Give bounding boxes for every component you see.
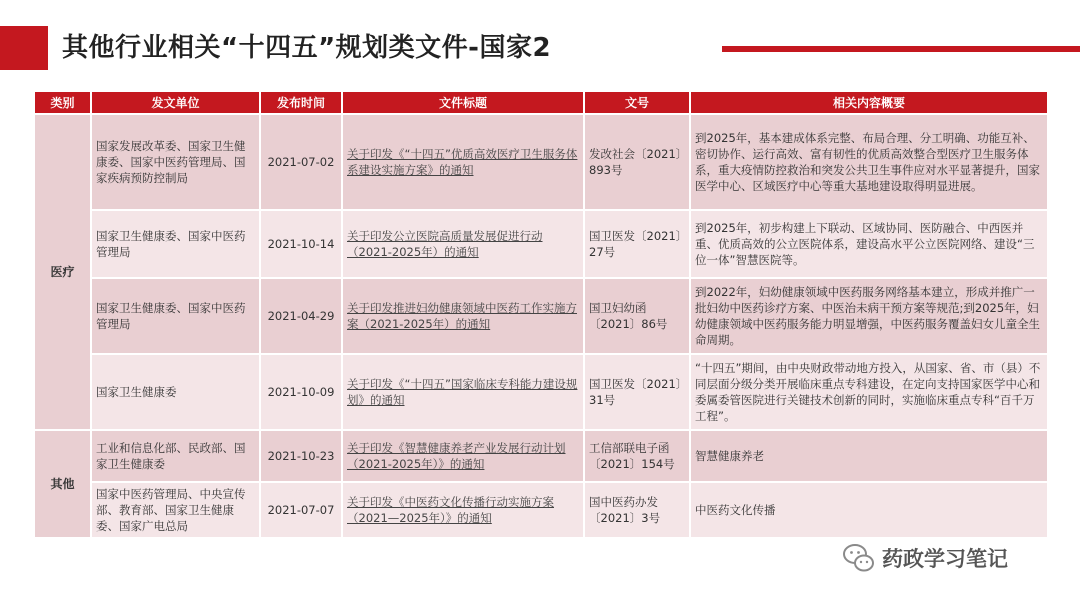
issuer-cell: 国家发展改革委、国家卫生健康委、国家中医药管理局、国家疾病预防控制局 xyxy=(92,115,259,209)
date-cell: 2021-10-09 xyxy=(261,355,341,429)
issuer-cell: 国家卫生健康委、国家中医药管理局 xyxy=(92,211,259,277)
table-header-row xyxy=(35,92,1047,113)
title-link[interactable]: 关于印发《智慧健康养老产业发展行动计划（2021-2025年）》的通知 xyxy=(343,431,583,481)
header-doc-no: 文号 xyxy=(585,92,689,113)
summary-cell: 智慧健康养老 xyxy=(691,431,1047,481)
issuer-cell: 国家卫生健康委、国家中医药管理局 xyxy=(92,279,259,353)
title-accent-bar-left xyxy=(0,26,48,70)
table-row xyxy=(35,431,1047,481)
summary-cell: “十四五”期间，由中央财政带动地方投入，从国家、省、市（县）不同层面分级分类开展临床重点专科建设，在定向支持国家医学中心和委属委管医院进行关键技术创新的同时，实施临床重点专科“百千万工程”。 xyxy=(691,355,1047,429)
document-table xyxy=(33,90,1049,539)
title-link[interactable]: 关于印发《“十四五”国家临床专科能力建设规划》的通知 xyxy=(343,355,583,429)
doc-no-cell: 工信部联电子函〔2021〕154号 xyxy=(585,431,689,481)
date-cell: 2021-07-02 xyxy=(261,115,341,209)
header-date: 发布时间 xyxy=(261,92,341,113)
table-row xyxy=(35,279,1047,353)
doc-no-cell: 国卫医发〔2021〕27号 xyxy=(585,211,689,277)
document-table-wrapper xyxy=(33,90,1047,539)
title-link[interactable]: 关于印发《“十四五”优质高效医疗卫生服务体系建设实施方案》的通知 xyxy=(343,115,583,209)
summary-cell: 中医药文化传播 xyxy=(691,483,1047,537)
date-cell: 2021-10-23 xyxy=(261,431,341,481)
page-title: 其他行业相关“十四五”规划类文件-国家2 xyxy=(62,33,552,63)
table-row xyxy=(35,115,1047,209)
doc-no-cell: 国中医药办发〔2021〕3号 xyxy=(585,483,689,537)
doc-no-cell: 国卫妇幼函〔2021〕86号 xyxy=(585,279,689,353)
summary-cell: 到2022年，妇幼健康领域中医药服务网络基本建立，形成并推广一批妇幼中医药诊疗方案、中医治未病干预方案等规范;到2025年，妇幼健康领域中医药服务能力明显增强，中医药服务覆盖妇女儿童全生命周期。 xyxy=(691,279,1047,353)
date-cell: 2021-04-29 xyxy=(261,279,341,353)
table-row xyxy=(35,211,1047,277)
table-row xyxy=(35,483,1047,537)
issuer-cell: 工业和信息化部、民政部、国家卫生健康委 xyxy=(92,431,259,481)
header-category: 类别 xyxy=(35,92,90,113)
issuer-cell: 国家中医药管理局、中央宣传部、教育部、国家卫生健康委、国家广电总局 xyxy=(92,483,259,537)
summary-cell: 到2025年，基本建成体系完整、布局合理、分工明确、功能互补、密切协作、运行高效、富有韧性的优质高效整合型医疗卫生服务体系，重大疫情防控救治和突发公共卫生事件应对水平显著提升，国家医学中心、区域医疗中心等重大基地建设取得明显进展。 xyxy=(691,115,1047,209)
category-cell-medical: 医疗 xyxy=(35,115,90,429)
wechat-icon xyxy=(842,541,876,575)
header-title: 文件标题 xyxy=(343,92,583,113)
watermark-text: 药政学习笔记 xyxy=(882,547,1008,571)
doc-no-cell: 国卫医发〔2021〕31号 xyxy=(585,355,689,429)
title-accent-bar-right xyxy=(722,46,1080,52)
title-link[interactable]: 关于印发公立医院高质量发展促进行动（2021-2025年）的通知 xyxy=(343,211,583,277)
issuer-cell: 国家卫生健康委 xyxy=(92,355,259,429)
watermark xyxy=(842,540,1008,576)
header-issuer: 发文单位 xyxy=(92,92,259,113)
date-cell: 2021-07-07 xyxy=(261,483,341,537)
summary-cell: 到2025年，初步构建上下联动、区域协同、医防融合、中西医并重、优质高效的公立医院体系，建设高水平公立医院网络、建设“三位一体”智慧医院等。 xyxy=(691,211,1047,277)
doc-no-cell: 发改社会〔2021〕893号 xyxy=(585,115,689,209)
title-link[interactable]: 关于印发《中医药文化传播行动实施方案（2021—2025年）》的通知 xyxy=(343,483,583,537)
table-row xyxy=(35,355,1047,429)
title-link[interactable]: 关于印发推进妇幼健康领域中医药工作实施方案（2021-2025年）的通知 xyxy=(343,279,583,353)
category-cell-other: 其他 xyxy=(35,431,90,537)
date-cell: 2021-10-14 xyxy=(261,211,341,277)
header-summary: 相关内容概要 xyxy=(691,92,1047,113)
